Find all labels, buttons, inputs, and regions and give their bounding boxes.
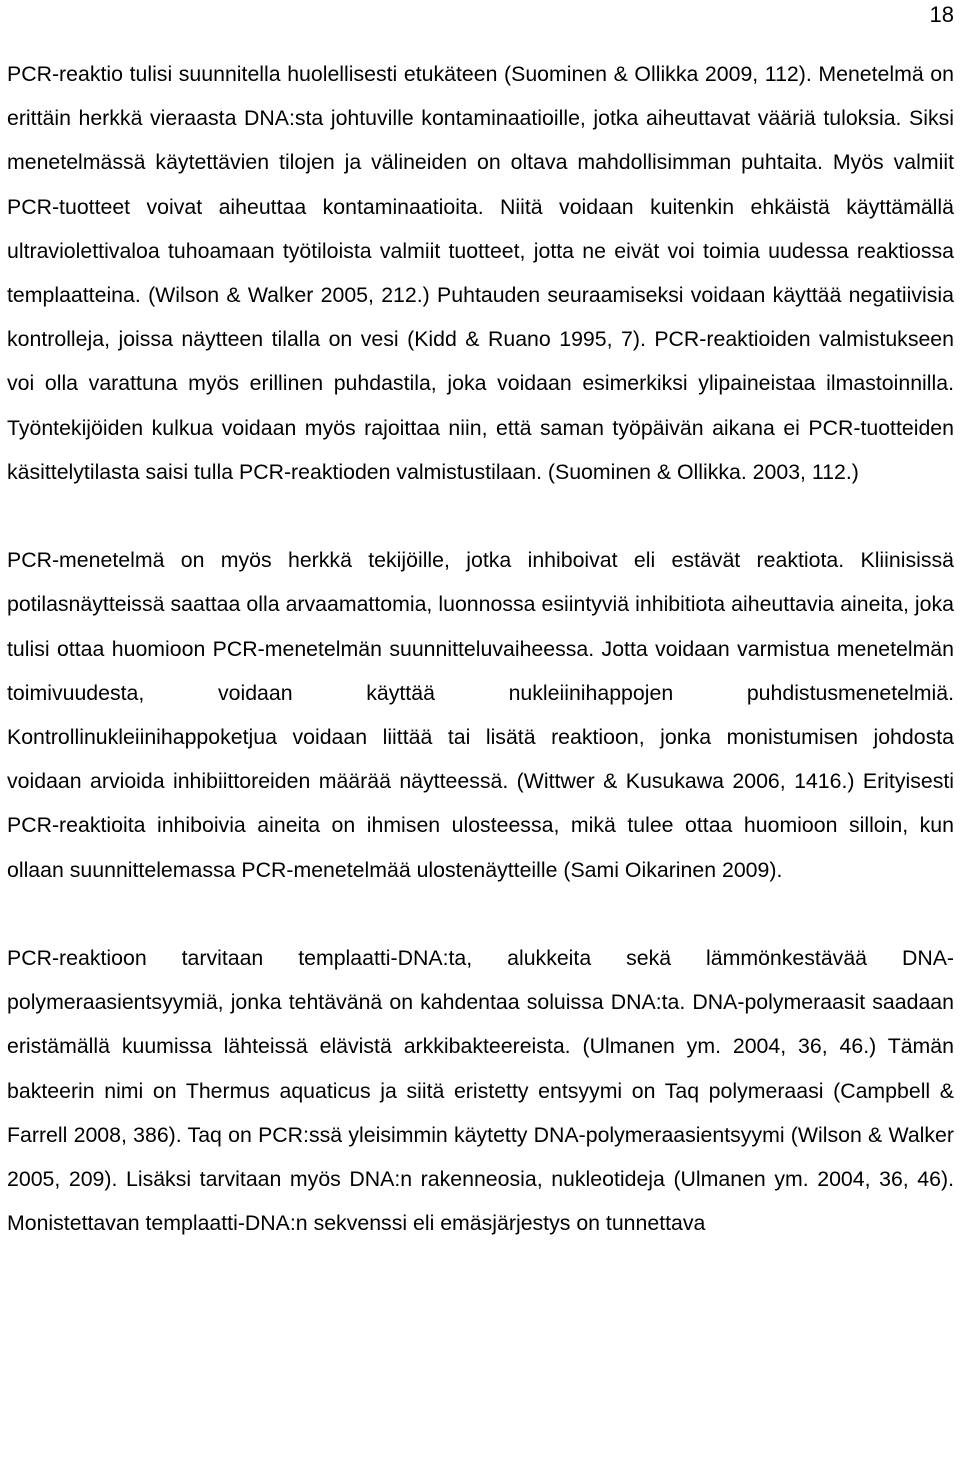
paragraph-pcr-contamination: PCR-reaktio tulisi suunnitella huolellisesti etukäteen (Suominen & Ollikka 2009, 112). Menetelmä on erittäin herkkä vieraasta DNA:sta johtuville kontaminaatioille, jotka aiheuttavat vääriä tuloksia. Siksi menetelmässä käytettävien tilojen ja välineiden on oltava mahdollisimman puhtaita. Myös valmiit PCR-tuotteet voivat aiheuttaa kontaminaatioita. Niitä voidaan kuitenkin ehkäistä käyttämällä ultraviolettivaloa tuhoamaan työtiloista valmiit tuotteet, jotta ne eivät voi toimia uudessa reaktiossa templaatteina. (Wilson & Walker 2005, 212.) Puhtauden seuraamiseksi voidaan käyttää negatiivisia kontrolleja, joissa näytteen tilalla on vesi (Kidd & Ruano 1995, 7). PCR-reaktioiden valmistukseen voi olla varattuna myös erillinen puhdastila, joka voidaan esimerkiksi ylipaineistaa ilmastoinnilla. Työntekijöiden kulkua voidaan myös rajoittaa niin, että saman työpäivän aikana ei PCR-tuotteiden käsittelytilasta saisi tulla PCR-reaktioden valmistustilaan. (Suominen & Ollikka. 2003, 112.) [7, 62, 954, 484]
paragraph-pcr-inhibitors: PCR-menetelmä on myös herkkä tekijöille, jotka inhiboivat eli estävät reaktiota. Kliinisissä potilasnäytteissä saattaa olla arvaamattomia, luonnossa esiintyviä inhibitiota aiheuttavia aineita, joka tulisi ottaa huomioon PCR-menetelmän suunnitteluvaiheessa. Jotta voidaan varmistua menetelmän toimivuudesta, voidaan käyttää nukleiinihappojen puhdistusmenetelmiä. Kontrollinukleiinihappoketjua voidaan liittää tai lisätä reaktioon, jonka monistumisen johdosta voidaan arvioida inhibiittoreiden määrää näytteessä. (Wittwer & Kusukawa 2006, 1416.) Erityisesti PCR-reaktioita inhiboivia aineita on ihmisen ulosteessa, mikä tulee ottaa huomioon silloin, kun ollaan suunnittelemassa PCR-menetelmää ulostenäytteille (Sami Oikarinen 2009). [7, 548, 954, 882]
document-body [7, 52, 954, 1245]
paragraph-pcr-reagents: PCR-reaktioon tarvitaan templaatti-DNA:ta, alukkeita sekä lämmönkestävää DNA-polymeraasientsyymiä, jonka tehtävänä on kahdentaa soluissa DNA:ta. DNA-polymeraasit saadaan eristämällä kuumissa lähteissä elävistä arkkibakteereista. (Ulmanen ym. 2004, 36, 46.) Tämän bakteerin nimi on Thermus aquaticus ja siitä eristetty entsyymi on Taq polymeraasi (Campbell & Farrell 2008, 386). Taq on PCR:ssä yleisimmin käytetty DNA-polymeraasientsyymi (Wilson & Walker 2005, 209). Lisäksi tarvitaan myös DNA:n rakenneosia, nukleotideja (Ulmanen ym. 2004, 36, 46). Monistettavan templaatti-DNA:n sekvenssi eli emäsjärjestys on tunnettava [7, 946, 954, 1236]
page-number: 18 [929, 2, 954, 27]
